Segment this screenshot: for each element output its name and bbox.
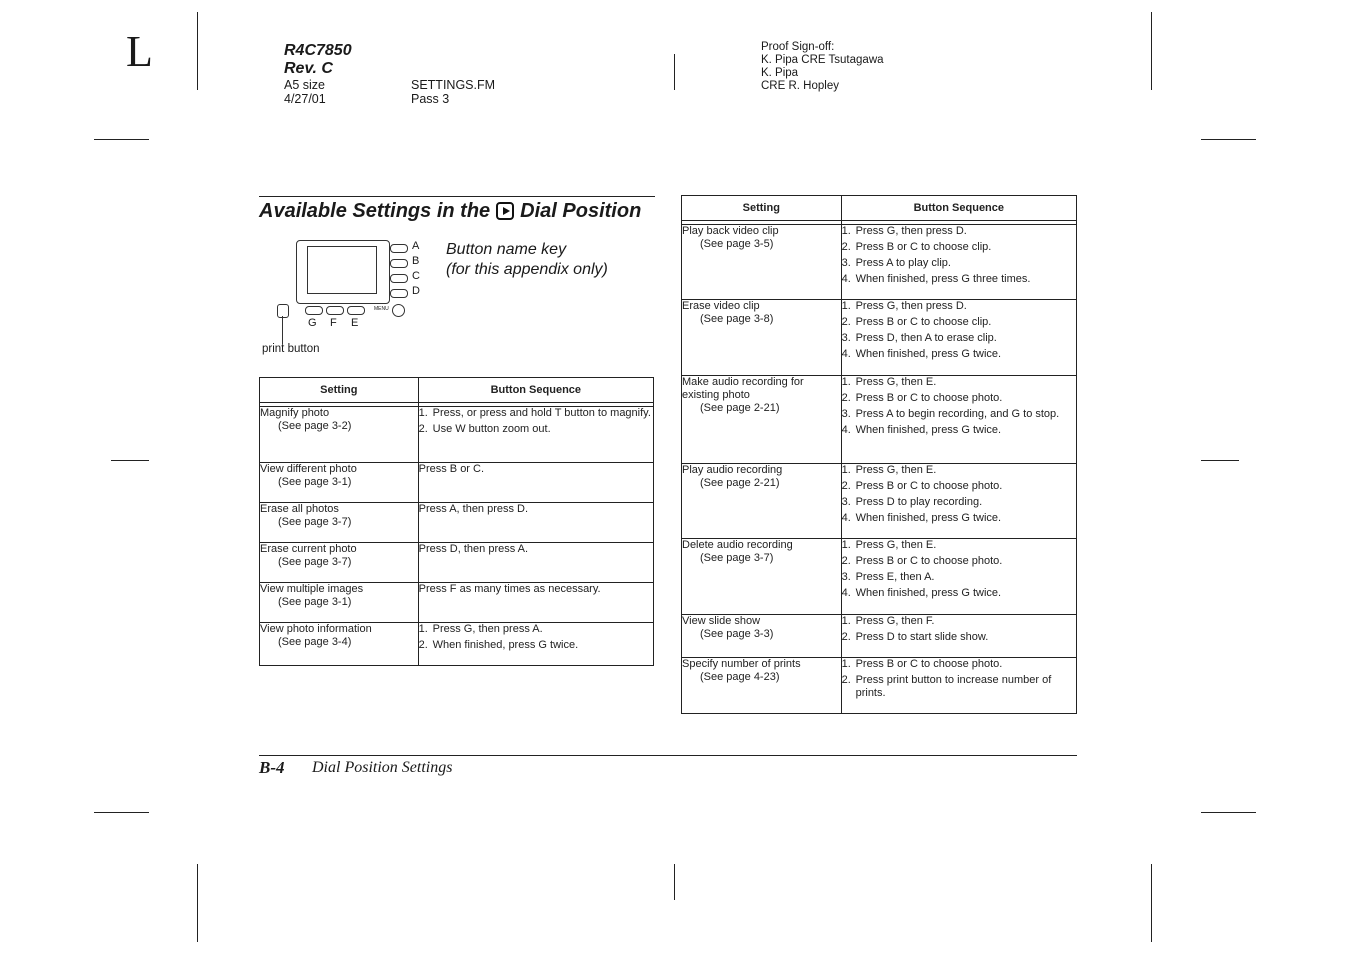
step-number: 2.	[841, 392, 851, 404]
setting-cell	[682, 376, 842, 464]
step-number: 2.	[841, 480, 851, 492]
step-text: Press B or C to choose photo.	[855, 392, 1003, 404]
step-text: Press D to start slide show.	[855, 631, 989, 643]
table-row	[682, 615, 1077, 658]
button-a-shape	[390, 244, 408, 253]
label-g: G	[308, 317, 317, 329]
step-list	[842, 225, 1076, 286]
step-number: 2.	[841, 631, 851, 643]
header-model: R4C7850	[284, 42, 352, 59]
step-number: 1.	[418, 623, 428, 635]
table-row	[682, 300, 1077, 376]
caption-line: (for this appendix only)	[446, 261, 608, 278]
page-reference: (See page 3-7)	[278, 556, 352, 568]
step-item	[842, 332, 1076, 345]
step-text: Press A, then press D.	[418, 503, 529, 515]
crop-mark	[1151, 12, 1152, 90]
step-list	[842, 539, 1076, 600]
setting-name: View photo information	[260, 623, 372, 635]
play-icon	[496, 202, 514, 220]
setting-name: Play back video clip	[682, 225, 779, 237]
step-text: When finished, press G twice.	[855, 424, 1002, 436]
step-number: 3.	[841, 332, 851, 344]
step-text: Press G, then press D.	[855, 225, 967, 237]
step-text: Press G, then F.	[855, 615, 935, 627]
crop-mark	[94, 139, 149, 140]
proof-line: K. Pipa CRE Tsutagawa	[761, 54, 884, 66]
table-row	[682, 225, 1077, 300]
crop-mark	[94, 812, 149, 813]
left-table-body	[260, 407, 654, 666]
table-row	[260, 583, 654, 623]
step-item	[842, 464, 1076, 477]
step-item	[842, 225, 1076, 238]
step-item	[842, 392, 1076, 405]
step-number: 3.	[841, 408, 851, 420]
page-reference: (See page 3-1)	[278, 596, 352, 608]
step-number: 4.	[841, 348, 851, 360]
step-item	[842, 257, 1076, 270]
page-number: B-4	[259, 758, 285, 777]
button-g-shape	[305, 306, 323, 315]
step-text: Press B or C to choose clip.	[855, 316, 992, 328]
step-item	[842, 424, 1076, 437]
step-number: 1.	[418, 407, 428, 419]
right-settings-table	[681, 195, 1077, 714]
label-e: E	[351, 317, 359, 329]
page-reference: (See page 4-23)	[700, 671, 780, 683]
page-reference: (See page 3-8)	[700, 313, 774, 325]
sequence-cell	[841, 658, 1076, 714]
sequence-cell	[841, 539, 1076, 615]
crop-mark	[1151, 864, 1152, 942]
table-row	[682, 539, 1077, 615]
label-c: C	[412, 270, 420, 282]
label-f: F	[330, 317, 337, 329]
step-number: 2.	[841, 316, 851, 328]
step-number: 1.	[841, 658, 851, 670]
print-button-icon	[277, 304, 289, 318]
step-number: 2.	[841, 674, 851, 686]
step-item	[842, 555, 1076, 568]
page-reference: (See page 2-21)	[700, 402, 780, 414]
sequence-cell	[841, 615, 1076, 658]
setting-name: View different photo	[260, 463, 357, 475]
step-number: 2.	[418, 423, 428, 435]
chapter-title: Dial Position Settings	[312, 759, 453, 776]
setting-name: Magnify photo	[260, 407, 330, 419]
setting-name: View multiple images	[260, 583, 364, 595]
step-list	[842, 300, 1076, 361]
step-text: Press E, then A.	[855, 571, 935, 583]
page-reference: (See page 3-7)	[278, 516, 352, 528]
step-number: 2.	[841, 241, 851, 253]
step-item	[842, 376, 1076, 389]
setting-cell	[682, 464, 842, 539]
step-text: When finished, press G twice.	[432, 639, 579, 651]
section-title-before: Available Settings in the	[259, 200, 491, 222]
step-item	[842, 300, 1076, 313]
setting-cell	[260, 543, 419, 583]
step-item	[842, 316, 1076, 329]
step-text: Press D to play recording.	[855, 496, 983, 508]
step-text: Press B or C.	[418, 463, 485, 475]
step-item	[842, 512, 1076, 525]
setting-name: Erase all photos	[260, 503, 339, 515]
step-item	[419, 423, 653, 436]
crop-mark	[197, 12, 198, 90]
crop-mark-letter: L	[126, 27, 153, 76]
menu-label: MENU	[374, 306, 389, 312]
setting-cell	[260, 463, 419, 503]
sequence-cell	[418, 503, 653, 543]
step-text: When finished, press G twice.	[855, 512, 1002, 524]
section-rule	[259, 196, 655, 197]
page-reference: (See page 3-5)	[700, 238, 774, 250]
column-header-setting: Setting	[682, 196, 842, 221]
step-text: Press F as many times as necessary.	[418, 583, 601, 595]
page-reference: (See page 3-7)	[700, 552, 774, 564]
column-header-setting: Setting	[260, 378, 419, 403]
step-text: Press D, then press A.	[418, 543, 529, 555]
step-text: Press G, then press A.	[432, 623, 543, 635]
header-pass: Pass 3	[411, 92, 450, 106]
step-number: 1.	[841, 615, 851, 627]
crop-mark	[1201, 812, 1256, 813]
step-number: 4.	[841, 587, 851, 599]
table-header-row	[260, 378, 654, 403]
proof-line: K. Pipa	[761, 67, 799, 79]
table-row	[260, 543, 654, 583]
step-item	[842, 571, 1076, 584]
step-text: Press G, then press D.	[855, 300, 967, 312]
table-row	[682, 376, 1077, 464]
step-item	[419, 407, 653, 420]
camera-lcd	[307, 246, 377, 294]
setting-name: Play audio recording	[682, 464, 783, 476]
step-text: Press, or press and hold T button to magnify.	[432, 407, 651, 419]
step-text: When finished, press G twice.	[855, 348, 1002, 360]
setting-cell	[682, 658, 842, 714]
header-size: A5 size	[284, 78, 325, 92]
right-table-body	[682, 225, 1077, 714]
step-item	[842, 631, 1076, 644]
button-d-shape	[390, 289, 408, 298]
setting-name: Specify number of prints	[682, 658, 801, 670]
step-number: 3.	[841, 496, 851, 508]
step-list	[842, 615, 1076, 644]
setting-cell	[260, 503, 419, 543]
step-number: 1.	[841, 376, 851, 388]
step-text: Use W button zoom out.	[432, 423, 551, 435]
page-reference: (See page 3-1)	[278, 476, 352, 488]
crop-mark	[674, 54, 675, 90]
step-text: When finished, press G twice.	[855, 587, 1002, 599]
sequence-cell	[418, 463, 653, 503]
step-list	[419, 623, 653, 652]
setting-cell	[682, 300, 842, 376]
proof-signoff	[761, 41, 884, 93]
sequence-cell	[418, 543, 653, 583]
sequence-cell	[418, 583, 653, 623]
label-b: B	[412, 255, 420, 267]
section-title	[259, 198, 641, 224]
header-date: 4/27/01	[284, 92, 326, 106]
step-text: Press G, then E.	[855, 376, 937, 388]
button-key-caption	[446, 240, 608, 280]
step-item	[419, 623, 653, 636]
step-item	[419, 639, 653, 652]
footer-rule	[259, 755, 1077, 756]
step-item	[842, 674, 1076, 700]
crop-mark	[1201, 139, 1256, 140]
step-item	[842, 587, 1076, 600]
step-list	[842, 658, 1076, 700]
setting-cell	[260, 623, 419, 666]
page-reference: (See page 2-21)	[700, 477, 780, 489]
step-number: 4.	[841, 273, 851, 285]
sequence-cell	[841, 376, 1076, 464]
column-header-sequence: Button Sequence	[841, 196, 1076, 221]
step-text: When finished, press G three times.	[855, 273, 1031, 285]
step-text: Press B or C to choose photo.	[855, 555, 1003, 567]
step-text: Press A to begin recording, and G to stop.	[855, 408, 1060, 420]
table-row	[260, 503, 654, 543]
step-number: 2.	[841, 555, 851, 567]
step-text: Press B or C to choose photo.	[855, 658, 1003, 670]
setting-cell	[682, 615, 842, 658]
print-button-label: print button	[262, 343, 320, 355]
page-reference: (See page 3-2)	[278, 420, 352, 432]
setting-cell	[682, 539, 842, 615]
step-item	[842, 615, 1076, 628]
step-number: 1.	[841, 539, 851, 551]
step-number: 1.	[841, 300, 851, 312]
step-text: Press B or C to choose photo.	[855, 480, 1003, 492]
left-settings-table	[259, 377, 654, 666]
table-row	[260, 463, 654, 503]
sequence-cell	[841, 464, 1076, 539]
step-number: 1.	[841, 464, 851, 476]
table-row	[260, 623, 654, 666]
step-item	[842, 539, 1076, 552]
header-file: SETTINGS.FM	[411, 78, 496, 92]
step-item	[842, 658, 1076, 671]
crop-mark	[674, 864, 675, 900]
step-list	[842, 376, 1076, 437]
step-number: 2.	[418, 639, 428, 651]
button-c-shape	[390, 274, 408, 283]
table-row	[682, 658, 1077, 714]
label-d: D	[412, 285, 420, 297]
crop-mark	[197, 864, 198, 942]
setting-name: Delete audio recording	[682, 539, 793, 551]
table-row	[260, 407, 654, 463]
proof-line: Proof Sign-off:	[761, 41, 835, 53]
header-revision: Rev. C	[284, 60, 333, 77]
setting-name: Make audio recording for existing photo	[682, 376, 804, 401]
step-text: Press A to play clip.	[855, 257, 951, 269]
step-number: 3.	[841, 257, 851, 269]
caption-line: Button name key	[446, 241, 567, 258]
step-item	[842, 480, 1076, 493]
step-item	[842, 241, 1076, 254]
step-item	[842, 408, 1076, 421]
section-title-after: Dial Position	[520, 200, 642, 222]
step-item	[842, 348, 1076, 361]
sequence-cell	[841, 225, 1076, 300]
step-list	[842, 464, 1076, 525]
table-row	[682, 464, 1077, 539]
step-number: 1.	[841, 225, 851, 237]
button-e-shape	[347, 306, 365, 315]
button-f-shape	[326, 306, 344, 315]
step-text: Press G, then E.	[855, 539, 937, 551]
column-header-sequence: Button Sequence	[418, 378, 653, 403]
step-number: 4.	[841, 512, 851, 524]
setting-name: Erase video clip	[682, 300, 760, 312]
setting-cell	[682, 225, 842, 300]
setting-cell	[260, 407, 419, 463]
table-header-row	[682, 196, 1077, 221]
sequence-cell	[418, 407, 653, 463]
step-item	[842, 273, 1076, 286]
step-item	[842, 496, 1076, 509]
step-number: 4.	[841, 424, 851, 436]
button-b-shape	[390, 259, 408, 268]
menu-dial-shape	[392, 304, 405, 317]
crop-mark	[111, 460, 149, 461]
label-a: A	[412, 240, 420, 252]
step-text: Press D, then A to erase clip.	[855, 332, 997, 344]
setting-name: Erase current photo	[260, 543, 357, 555]
setting-cell	[260, 583, 419, 623]
step-text: Press B or C to choose clip.	[855, 241, 992, 253]
step-text: Press G, then E.	[855, 464, 937, 476]
setting-name: View slide show	[682, 615, 761, 627]
page-reference: (See page 3-3)	[700, 628, 774, 640]
step-list	[419, 407, 653, 436]
sequence-cell	[418, 623, 653, 666]
crop-mark	[1201, 460, 1239, 461]
step-number: 3.	[841, 571, 851, 583]
print-button-leader	[282, 316, 283, 344]
step-text: Press print button to increase number of prints.	[855, 674, 1052, 699]
page-reference: (See page 3-4)	[278, 636, 352, 648]
proof-line: CRE R. Hopley	[761, 80, 839, 92]
sequence-cell	[841, 300, 1076, 376]
